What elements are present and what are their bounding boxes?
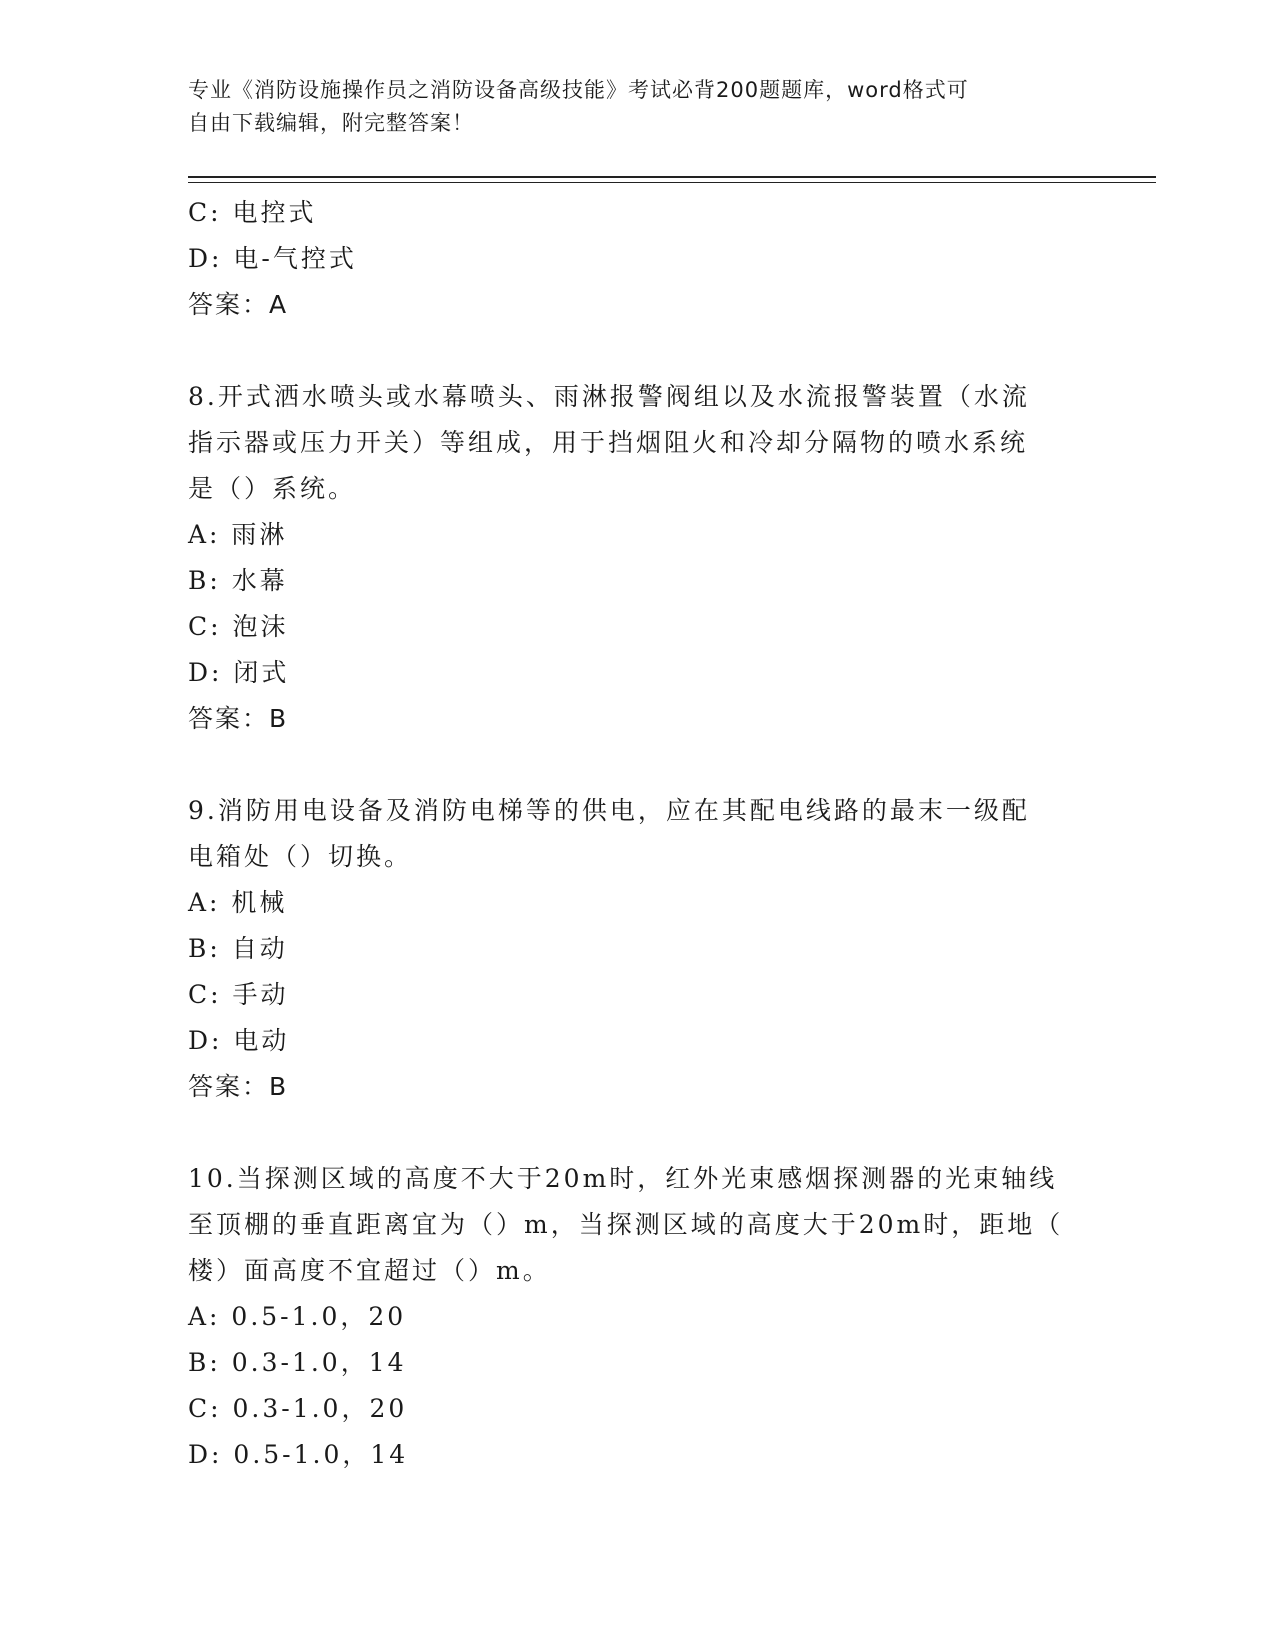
spacer [188, 328, 1088, 374]
question-stem-line: 是（）系统。 [188, 474, 357, 503]
question-stem-line: 8.开式洒水喷头或水幕喷头、雨淋报警阀组以及水流报警装置（水流 [188, 382, 1030, 411]
option-c: C: 泡沫 [188, 612, 289, 641]
spacer [188, 1110, 1088, 1156]
header-line-2: 自由下载编辑，附完整答案！ [188, 111, 474, 135]
option-c: C: 手动 [188, 980, 289, 1009]
option-c: C: 电控式 [188, 198, 317, 227]
spacer [188, 742, 1088, 788]
option-a: A: 雨淋 [188, 520, 288, 549]
header-divider-thick [188, 176, 1156, 178]
document-header [188, 74, 1088, 140]
option-b: B: 水幕 [188, 566, 288, 595]
option-d: D: 0.5-1.0，14 [188, 1440, 409, 1469]
option-a: A: 0.5-1.0，20 [188, 1302, 407, 1331]
option-d: D: 电动 [188, 1026, 290, 1055]
option-b: B: 自动 [188, 934, 288, 963]
question-list [188, 190, 1088, 1478]
question-7 [188, 190, 1088, 328]
question-10 [188, 1156, 1088, 1478]
option-b: B: 0.3-1.0，14 [188, 1348, 407, 1377]
question-stem-line: 指示器或压力开关）等组成，用于挡烟阻火和冷却分隔物的喷水系统 [188, 428, 1029, 457]
header-line-1: 专业《消防设施操作员之消防设备高级技能》考试必背200题题库，word格式可 [188, 78, 969, 102]
answer: 答案：B [188, 704, 289, 733]
question-stem-line: 电箱处（）切换。 [188, 842, 413, 871]
option-d: D: 闭式 [188, 658, 290, 687]
answer: 答案：B [188, 1072, 289, 1101]
question-stem-line: 楼）面高度不宜超过（）m。 [188, 1256, 551, 1285]
answer: 答案：A [188, 290, 289, 319]
question-stem-line: 至顶棚的垂直距离宜为（）m，当探测区域的高度大于20m时，距地（ [188, 1210, 1064, 1239]
question-9 [188, 788, 1088, 1110]
header-divider-thin [188, 182, 1156, 183]
question-8 [188, 374, 1088, 742]
option-d: D: 电-气控式 [188, 244, 357, 273]
option-c: C: 0.3-1.0，20 [188, 1394, 408, 1423]
option-a: A: 机械 [188, 888, 288, 917]
question-stem-line: 9.消防用电设备及消防电梯等的供电，应在其配电线路的最末一级配 [188, 796, 1030, 825]
question-stem-line: 10.当探测区域的高度不大于20m时，红外光束感烟探测器的光束轴线 [188, 1164, 1058, 1193]
